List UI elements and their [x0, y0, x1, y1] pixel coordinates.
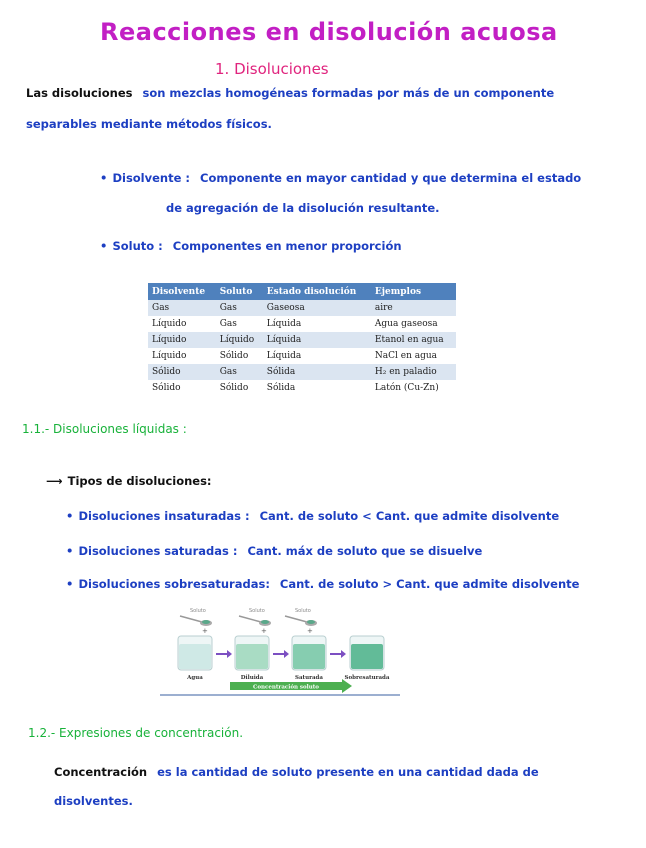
table-cell: Etanol en agua: [371, 332, 456, 348]
table-header-cell: Estado disolución: [263, 283, 371, 300]
bullet-dot-icon: •: [100, 171, 108, 185]
table-cell: Líquido: [148, 316, 216, 332]
table-cell: H₂ en paladio: [371, 364, 456, 380]
beaker-label: Agua: [187, 675, 203, 681]
table-cell: Sólido: [148, 380, 216, 396]
type-description: Cant. máx de soluto que se disuelve: [247, 544, 483, 558]
spoon-icon: [180, 608, 212, 635]
table-cell: Gas: [216, 300, 263, 316]
arrow-right-icon: [273, 650, 289, 658]
beaker-saturada: [292, 636, 326, 670]
page-title: Reacciones en disolución acuosa: [100, 18, 558, 46]
table-cell: Gas: [148, 300, 216, 316]
table-cell: Agua gaseosa: [371, 316, 456, 332]
type-sobresaturadas: [66, 573, 579, 592]
type-description: Cant. de soluto < Cant. que admite disolvente: [259, 509, 560, 523]
beaker-label: Diluida: [240, 675, 264, 681]
spoon-icon: [285, 608, 317, 635]
concentration-arrow: [230, 679, 352, 693]
arrow-right-icon: [330, 650, 346, 658]
table-cell: aire: [371, 300, 456, 316]
table-cell: Gas: [216, 316, 263, 332]
table-cell: Líquida: [263, 348, 371, 364]
table-cell: Gas: [216, 364, 263, 380]
beaker-label: Sobresaturada: [344, 675, 390, 681]
table-row: [148, 380, 456, 396]
table-cell: Líquido: [148, 332, 216, 348]
saturation-figure: [160, 604, 400, 696]
table-row: [148, 332, 456, 348]
section-heading-disoluciones-liquidas: 1.1.- Disoluciones líquidas :: [22, 422, 187, 436]
concentration-line-1: [54, 761, 539, 780]
table-header-cell: Ejemplos: [371, 283, 456, 300]
intro-paragraph-line-1: [26, 82, 554, 101]
concentration-term: Concentración: [54, 765, 148, 779]
section-heading-expresiones-concentracion: 1.2.- Expresiones de concentración.: [28, 726, 244, 740]
table-row: [148, 348, 456, 364]
arrow-right-icon: ⟶: [46, 474, 63, 488]
intro-paragraph-line-2: separables mediante métodos físicos.: [26, 117, 272, 131]
bullet-dot-icon: •: [66, 544, 74, 558]
plus-icon: +: [202, 627, 208, 635]
table-cell: Sólido: [148, 364, 216, 380]
soluto-term: Soluto :: [112, 239, 163, 253]
plus-icon: +: [307, 627, 313, 635]
table-cell: Líquida: [263, 316, 371, 332]
soluto-definition: Componentes en menor proporción: [172, 239, 402, 253]
table-cell: Líquido: [148, 348, 216, 364]
beaker-sobresaturada: [350, 636, 384, 670]
table-cell: Líquida: [263, 332, 371, 348]
disolvente-definition-line-1: Componente en mayor cantidad y que determina el estado: [200, 171, 582, 185]
type-name: Disoluciones sobresaturadas:: [78, 577, 270, 591]
beaker-label: Saturada: [295, 675, 323, 681]
tipos-heading: [46, 470, 212, 489]
concentration-definition: es la cantidad de soluto presente en una cantidad dada de: [157, 765, 539, 779]
section-heading-disoluciones: 1. Disoluciones: [215, 60, 329, 78]
spoon-icon: [239, 608, 271, 635]
table-cell: Sólido: [216, 348, 263, 364]
beaker-agua: [178, 636, 212, 670]
solutions-table: [148, 283, 456, 396]
type-description: Cant. de soluto > Cant. que admite disolvente: [279, 577, 580, 591]
table-cell: Gaseosa: [263, 300, 371, 316]
disolvente-term: Disolvente :: [112, 171, 191, 185]
type-insaturadas: [66, 505, 559, 524]
table-cell: Líquido: [216, 332, 263, 348]
bullet-soluto: [100, 235, 402, 254]
bullet-dot-icon: •: [66, 509, 74, 523]
bullet-dot-icon: •: [100, 239, 108, 253]
disolvente-definition-line-2: de agregación de la disolución resultante.: [166, 201, 440, 215]
table-row: [148, 364, 456, 380]
table-cell: Sólida: [263, 364, 371, 380]
beaker-diluida: [235, 636, 269, 670]
arrow-right-icon: [216, 650, 232, 658]
concentration-arrow-label: Concentración soluto: [253, 684, 319, 691]
plus-icon: +: [261, 627, 267, 635]
table-header-cell: Soluto: [216, 283, 263, 300]
type-name: Disoluciones saturadas :: [78, 544, 238, 558]
soluto-label: Soluto: [190, 608, 206, 614]
soluto-label: Soluto: [295, 608, 311, 614]
concentration-line-2: disolventes.: [54, 794, 133, 808]
intro-lead-term: Las disoluciones: [26, 86, 133, 100]
table-header-row: [148, 283, 456, 300]
table-header-cell: Disolvente: [148, 283, 216, 300]
bullet-disolvente: [100, 167, 581, 186]
soluto-label: Soluto: [249, 608, 265, 614]
table-row: [148, 316, 456, 332]
table-cell: Sólido: [216, 380, 263, 396]
table-row: [148, 300, 456, 316]
type-saturadas: [66, 540, 482, 559]
bullet-dot-icon: •: [66, 577, 74, 591]
type-name: Disoluciones insaturadas :: [78, 509, 250, 523]
intro-line-1-text: son mezclas homogéneas formadas por más de un componente: [142, 86, 555, 100]
table-cell: Latón (Cu-Zn): [371, 380, 456, 396]
table-cell: NaCl en agua: [371, 348, 456, 364]
table-cell: Sólida: [263, 380, 371, 396]
tipos-label: Tipos de disoluciones:: [67, 474, 212, 488]
